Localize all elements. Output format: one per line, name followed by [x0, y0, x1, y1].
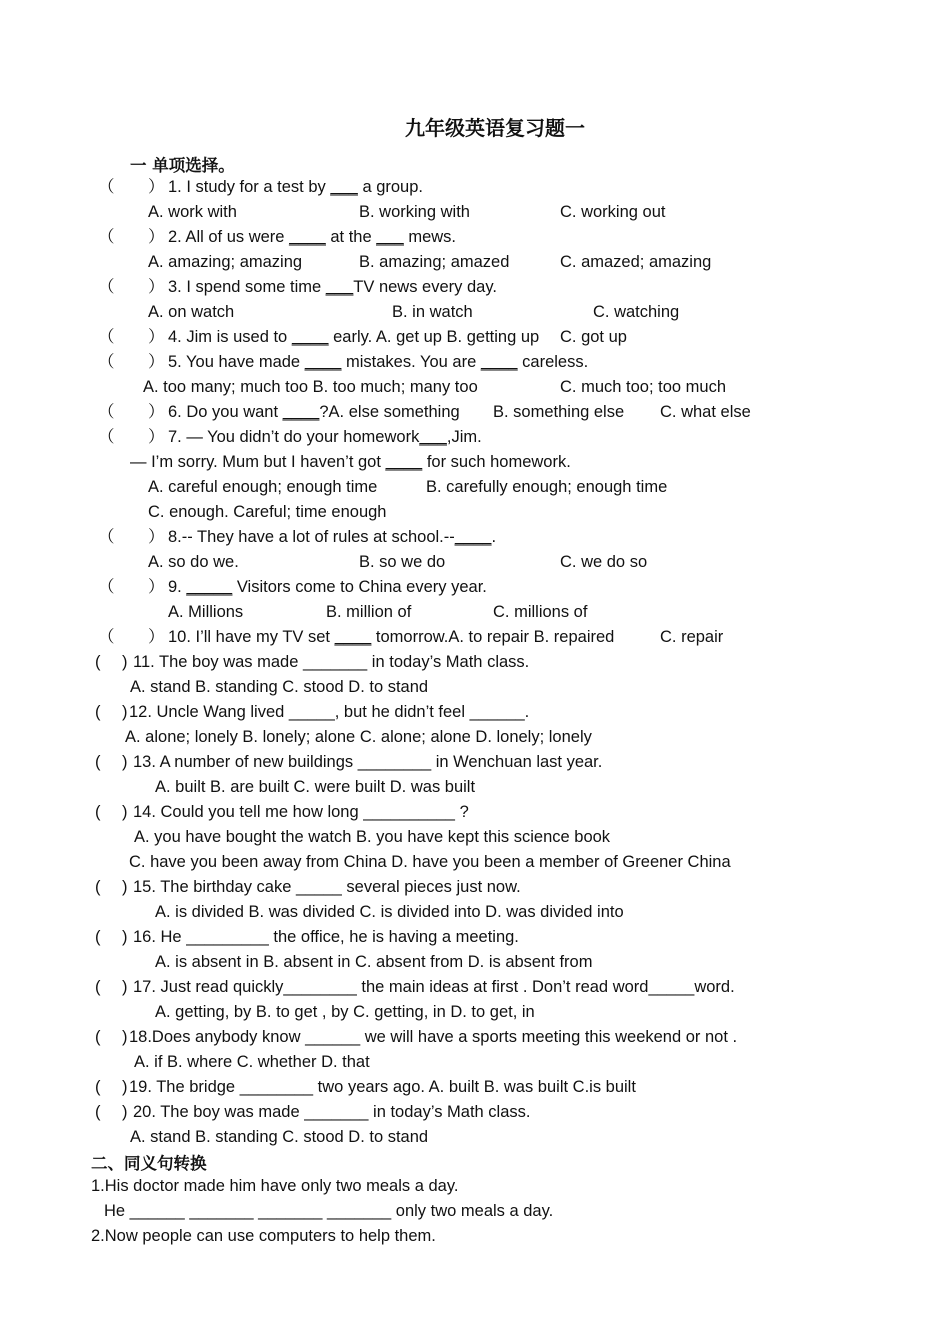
options: A. is absent in B. absent in C. absent from D. is absent from: [155, 953, 593, 971]
answer-paren-open: （: [98, 228, 115, 246]
option-c: C. repair: [660, 628, 724, 646]
options-a-b: A. you have bought the watch B. you have kept this science book: [134, 828, 611, 846]
question-4: 4. Jim is used to ____ early. A. get up B. getting up: [168, 328, 540, 346]
answer-paren-close: ): [122, 1078, 128, 1096]
answer-paren-close: ): [122, 753, 128, 771]
answer-paren-close: ）: [148, 528, 165, 546]
answer-paren-open: (: [95, 653, 101, 671]
options: A. stand B. standing C. stood D. to stand: [130, 1128, 429, 1146]
answer-paren-open: （: [98, 628, 115, 646]
answer-paren-close: ): [122, 1028, 128, 1046]
answer-paren-close: ): [122, 803, 128, 821]
answer-paren-open: （: [98, 328, 115, 346]
answer-blank: ____: [454, 528, 492, 546]
answer-paren-open: （: [98, 353, 115, 371]
answer-paren-open: (: [95, 803, 101, 821]
answer-blank: ____: [334, 628, 372, 646]
answer-paren-open: (: [95, 878, 101, 896]
answer-blank: ___: [325, 278, 354, 296]
answer-paren-close: ）: [148, 228, 165, 246]
option-b: B. amazing; amazed: [359, 253, 510, 271]
answer-blank: ___: [376, 228, 404, 246]
options: A. getting, by B. to get , by C. getting, in D. to get, in: [155, 1003, 535, 1021]
option-b: B. in watch: [392, 303, 473, 321]
answer-paren-open: （: [98, 178, 115, 196]
transform-1-fill: He ______ _______ _______ _______ only two meals a day.: [104, 1202, 554, 1220]
section-heading-sentence-transformation: 二、同义句转换: [91, 1154, 207, 1173]
answer-paren-open: (: [95, 1103, 101, 1121]
answer-blank: ____: [480, 353, 518, 371]
answer-blank: ___: [330, 178, 358, 196]
question-3: 3. I spend some time ___TV news every day.: [168, 278, 497, 296]
options: A. built B. are built C. were built D. was built: [155, 778, 476, 796]
transform-2-sentence: 2.Now people can use computers to help them.: [91, 1227, 436, 1245]
options: A. if B. where C. whether D. that: [134, 1053, 370, 1071]
answer-blank: ____: [289, 228, 326, 246]
question-2: 2. All of us were ____ at the ___ mews.: [168, 228, 457, 246]
question-14: 14. Could you tell me how long __________ ?: [133, 803, 469, 821]
option-a: A. work with: [148, 203, 237, 221]
question-9: 9. _____ Visitors come to China every year.: [168, 578, 487, 596]
option-c: C. we do so: [560, 553, 648, 571]
answer-blank: ____: [282, 403, 320, 421]
answer-paren-open: (: [95, 1028, 101, 1046]
options: A. stand B. standing C. stood D. to stand: [130, 678, 429, 696]
option-b: B. million of: [326, 603, 412, 621]
option-c: C. got up: [560, 328, 627, 346]
question-20: 20. The boy was made _______ in today’s Math class.: [133, 1103, 531, 1121]
answer-paren-open: （: [98, 528, 115, 546]
option-a: A. amazing; amazing: [148, 253, 303, 271]
option-b: B. working with: [359, 203, 470, 221]
options: A. is divided B. was divided C. is divided into D. was divided into: [155, 903, 624, 921]
answer-blank: ___: [419, 428, 447, 446]
option-a: A. careful enough; enough time: [148, 478, 378, 496]
option-a: A. on watch: [148, 303, 235, 321]
question-1: 1. I study for a test by ___ a group.: [168, 178, 423, 196]
answer-paren-close: ）: [148, 328, 165, 346]
question-11: 11. The boy was made _______ in today’s Math class.: [133, 653, 530, 671]
answer-blank: ____: [291, 328, 329, 346]
answer-paren-close: ）: [148, 178, 165, 196]
question-18: 18.Does anybody know ______ we will have a sports meeting this weekend or not .: [129, 1028, 738, 1046]
answer-paren-open: （: [98, 403, 115, 421]
question-17: 17. Just read quickly________ the main ideas at first . Don’t read word_____word.: [133, 978, 735, 996]
transform-1-sentence: 1.His doctor made him have only two meals a day.: [91, 1177, 459, 1195]
answer-blank: _____: [186, 578, 233, 596]
answer-paren-close: ): [122, 978, 128, 996]
question-7: 7. — You didn’t do your homework___,Jim.: [168, 428, 482, 446]
question-7-reply: — I’m sorry. Mum but I haven’t got ____ for such homework.: [130, 453, 571, 471]
answer-paren-close: ）: [148, 353, 165, 371]
answer-paren-open: (: [95, 753, 101, 771]
option-a: A. Millions: [168, 603, 244, 621]
answer-paren-open: (: [95, 978, 101, 996]
answer-paren-close: ): [122, 928, 128, 946]
option-c: C. millions of: [493, 603, 588, 621]
option-c: C. working out: [560, 203, 666, 221]
options: A. alone; lonely B. lonely; alone C. alone; alone D. lonely; lonely: [125, 728, 592, 746]
answer-paren-open: （: [98, 578, 115, 596]
question-12: 12. Uncle Wang lived _____, but he didn’t feel ______.: [129, 703, 530, 721]
answer-blank: ____: [385, 453, 423, 471]
page-title: 九年级英语复习题一: [405, 116, 585, 140]
answer-paren-close: ）: [148, 578, 165, 596]
option-c: C. what else: [660, 403, 751, 421]
options-c-d: C. have you been away from China D. have you been a member of Greener China: [129, 853, 731, 871]
option-c: C. watching: [593, 303, 680, 321]
option-b: B. something else: [493, 403, 625, 421]
option-b: B. so we do: [359, 553, 446, 571]
option-c: C. enough. Careful; time enough: [148, 503, 387, 521]
answer-paren-open: (: [95, 703, 101, 721]
answer-paren-close: ）: [148, 628, 165, 646]
answer-paren-open: （: [98, 278, 115, 296]
answer-paren-close: ): [122, 703, 128, 721]
option-b: B. carefully enough; enough time: [426, 478, 668, 496]
option-a: A. so do we.: [148, 553, 239, 571]
answer-paren-close: ）: [148, 428, 165, 446]
question-5: 5. You have made ____ mistakes. You are ____ careless.: [168, 353, 589, 371]
answer-paren-close: ）: [148, 403, 165, 421]
option-a-b: A. too many; much too B. too much; many too: [143, 378, 478, 396]
answer-blank: ____: [304, 353, 342, 371]
option-c: C. amazed; amazing: [560, 253, 712, 271]
question-8: 8.-- They have a lot of rules at school.--____.: [168, 528, 497, 546]
answer-paren-close: ): [122, 1103, 128, 1121]
section-heading-single-choice: 一 单项选择。: [130, 156, 235, 175]
question-6: 6. Do you want ____?A. else something: [168, 403, 460, 421]
answer-paren-open: (: [95, 928, 101, 946]
option-c: C. much too; too much: [560, 378, 726, 396]
question-16: 16. He _________ the office, he is having a meeting.: [133, 928, 519, 946]
question-13: 13. A number of new buildings ________ in Wenchuan last year.: [133, 753, 603, 771]
question-19: 19. The bridge ________ two years ago. A. built B. was built C.is built: [129, 1078, 636, 1096]
question-10: 10. I’ll have my TV set ____ tomorrow.A. to repair B. repaired: [168, 628, 615, 646]
answer-paren-close: ): [122, 878, 128, 896]
answer-paren-close: ）: [148, 278, 165, 296]
answer-paren-close: ): [122, 653, 128, 671]
question-15: 15. The birthday cake _____ several pieces just now.: [133, 878, 521, 896]
answer-paren-open: (: [95, 1078, 101, 1096]
answer-paren-open: （: [98, 428, 115, 446]
